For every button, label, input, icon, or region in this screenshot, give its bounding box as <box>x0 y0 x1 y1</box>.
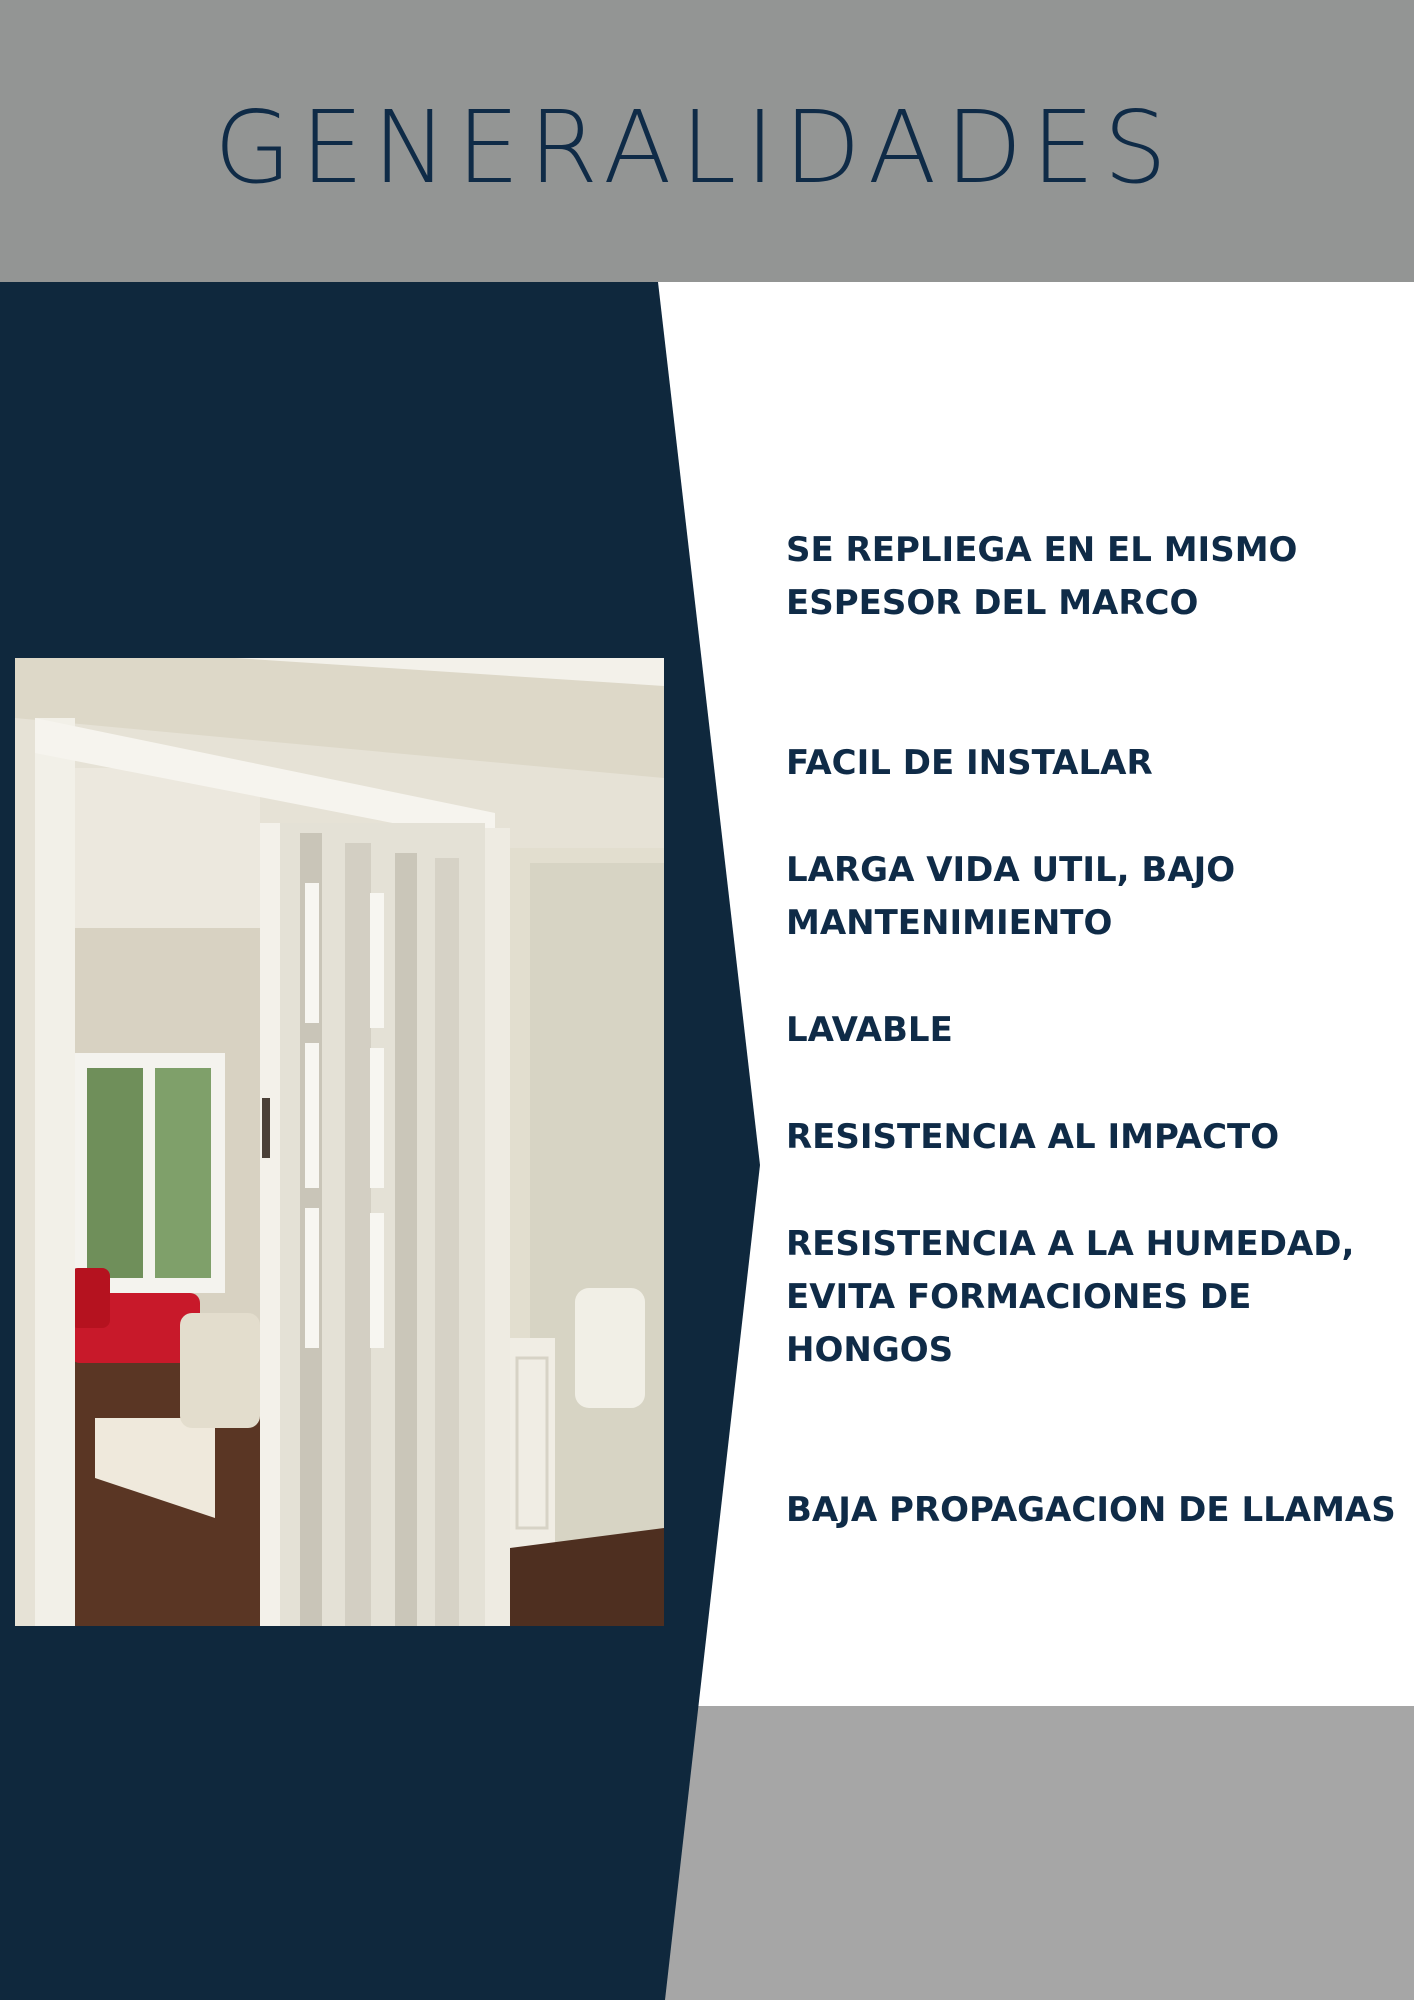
feature-item-repliega: SE REPLIEGA EN EL MISMO ESPESOR DEL MARCO <box>786 530 1298 623</box>
folding-door-photo <box>15 658 664 1626</box>
feature-item-larga-vida: LARGA VIDA UTIL, BAJO MANTENIMIENTO <box>786 850 1236 943</box>
feature-item-baja-propagacion: BAJA PROPAGACION DE LLAMAS <box>786 1490 1396 1530</box>
page-title: GENERALIDADES <box>213 89 1177 206</box>
feature-item-resistencia-humedad: RESISTENCIA A LA HUMEDAD, EVITA FORMACIONES DE HONGOS <box>786 1224 1355 1370</box>
feature-item-lavable: LAVABLE <box>786 1010 953 1050</box>
feature-list <box>786 0 1406 2000</box>
feature-item-resistencia-impacto: RESISTENCIA AL IMPACTO <box>786 1117 1280 1157</box>
folding-door-illustration <box>15 658 664 1626</box>
feature-item-facil-instalar: FACIL DE INSTALAR <box>786 743 1153 783</box>
